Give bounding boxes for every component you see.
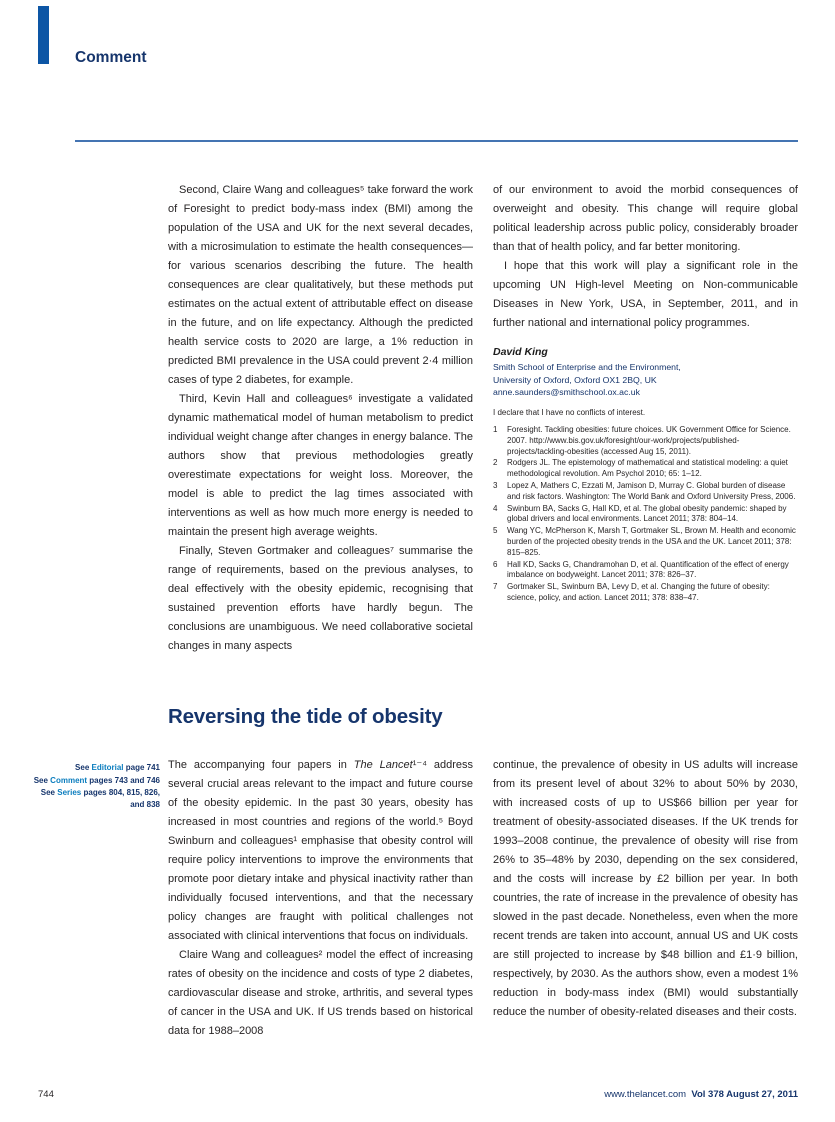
journal-name-italic: The Lancet (353, 759, 413, 771)
journal-site: www.thelancet.com (604, 1089, 687, 1100)
reference-text: Foresight. Tackling obesities: future choices. UK Government Office for Science. 2007. http://www.bis.gov.uk/foresight/our-work/projects/published-projects/tackling-obesities (accessed Aug 15, 2011). (507, 425, 791, 456)
paragraph-text: ¹⁻⁴ address several crucial areas relevant to the impact and future course of the obesity epidemic. In the past 30 years, obesity has increased in most countries and regions of the world.⁵ Boyd Swinburn and colleagues¹ emphasise that obesity control will require policy interventions to improve the environments that promote poor dietary intake and physical inactivity rather than individually focused interventions, and that the necessary policy changes are fraught with political challenges not associated with clinical interventions that focus on individuals. (168, 759, 473, 942)
reference-number: 5 (493, 526, 498, 536)
page-number: 744 (38, 1089, 54, 1100)
reference-item (493, 504, 798, 526)
reference-item (493, 526, 798, 558)
author-name: David King (493, 346, 548, 358)
conflict-declaration: I declare that I have no conflicts of interest. (493, 407, 646, 417)
article1-paragraph-hope: I hope that this work will play a significant role in the upcoming UN High-level Meeting on Non-communicable Diseases in New York, USA, in September, 2011, and in further national and international policy programmes. (493, 260, 798, 329)
margin-note-suffix: pages 804, 815, 826, and 838 (81, 788, 160, 809)
article2-right-column (493, 756, 798, 1041)
reference-text: Swinburn BA, Sacks G, Hall KD, et al. The global obesity pandemic: shaped by global drivers and local environments. Lancet 2011; 378: 804–14. (507, 503, 787, 524)
margin-note-series (30, 787, 160, 810)
reference-item (493, 582, 798, 604)
margin-note-editorial (30, 762, 160, 774)
article1-paragraph-third: Third, Kevin Hall and colleagues⁶ investigate a validated dynamic mathematical model of human metabolism to predict individual weight change after changes in energy balance. The authors show that previous methodologies greatly overestimate expectations for weight loss. Moreover, the model is able to predict the lag times associated with interventions as well as how much more energy is needed to maintain the present high average weights. (168, 393, 473, 538)
reference-item (493, 481, 798, 503)
article2-columns (168, 756, 798, 1041)
journal-footer-info (604, 1089, 798, 1100)
article2-paragraph-continuation: continue, the prevalence of obesity in US adults will increase from its present level of about 32% to about 50% by 2030, with increased costs of up to US$66 billion per year for treatment of obesity-associated diseases. If the UK trends for 1993–2008 continue, the prevalence of obesity will rise from 26% to 35–48% by 2030, depending on the sex considered, and the costs will increase by £2 billion per year. In both countries, the rate of increase in the prevalence of obesity has slowed in the past decade. Nonetheless, even when the more recent trends are taken into account, annual US and UK costs are still projected to increase by $48 billion and £1·9 billion, respectively, by 2030. As the authors show, even a modest 1% reduction in body-mass index (BMI) would substantially reduce the number of obesity-related diseases and their costs. (493, 759, 798, 1018)
margin-note-comment (30, 775, 160, 787)
article2-left-column (168, 756, 473, 1041)
article1-paragraph-finally: Finally, Steven Gortmaker and colleagues⁷ summarise the range of requirements, based on the previous analyses, to deal effectively with the obesity epidemic, recognising that sustained prevention efforts have hardly begun. The conclusions are unambiguous. We need collaborative societal changes in many aspects (168, 545, 473, 652)
lancet-corner-bar (38, 6, 49, 64)
header-divider (75, 140, 798, 142)
page-footer (38, 1089, 798, 1100)
reference-item (493, 560, 798, 582)
article1-paragraph-second: Second, Claire Wang and colleagues⁵ take forward the work of Foresight to predict body-mass index (BMI) among the population of the USA and UK for the next several decades, with a microsimulation to estimate the health consequences—for various scenarios describing the future. The health consequences are clear qualitatively, but these methods put estimates on the actual extent of attributable effect on disease in the future, and on life expectancy. Although the predicted health service costs to 2020 are large, a 1% reduction in predicted BMI prevalence in the USA could prevent 2·4 million cases of type 2 diabetes, for example. (168, 184, 473, 386)
reference-text: Lopez A, Mathers C, Ezzati M, Jamison D, Murray C. Global burden of disease and risk factors. Washington: The World Bank and Oxford University Press, 2006. (507, 480, 796, 501)
margin-cross-references (30, 762, 160, 811)
margin-note-suffix: page 741 (123, 763, 160, 772)
reference-number: 6 (493, 559, 498, 569)
author-email-link[interactable]: anne.saunders@smithschool.ox.ac.uk (493, 387, 640, 397)
editorial-link[interactable]: Editorial (91, 763, 124, 772)
reference-number: 7 (493, 582, 498, 592)
journal-issue: Vol 378 August 27, 2011 (691, 1089, 798, 1100)
article1-left-column (168, 181, 473, 656)
reference-text: Gortmaker SL, Swinburn BA, Levy D, et al. Changing the future of obesity: science, policy, and action. Lancet 2011; 378: 838–47. (507, 582, 770, 602)
reference-text: Rodgers JL. The epistemology of mathematical and statistical modeling: a quiet methodological revolution. Am Psychol 2010; 65: 1–12. (507, 458, 788, 479)
affiliation-line-1: Smith School of Enterprise and the Environment, (493, 362, 681, 372)
article1-columns (168, 181, 798, 656)
article2-paragraph-wang: Claire Wang and colleagues² model the effect of increasing rates of obesity on the incidence and costs of type 2 diabetes, cardiovascular disease and stroke, arthritis, and several types of cancer in the USA and UK. If US trends based on historical data for 1988–2008 (168, 949, 473, 1037)
reference-number: 2 (493, 458, 498, 468)
author-affiliation (493, 361, 798, 399)
margin-note-prefix: See (33, 775, 51, 785)
reference-list (493, 425, 798, 604)
series-link[interactable]: Series (57, 788, 82, 797)
reference-item (493, 458, 798, 480)
reference-number: 1 (493, 425, 498, 434)
reference-text: Wang YC, McPherson K, Marsh T, Gortmaker SL, Brown M. Health and economic burden of the projected obesity trends in the USA and the UK. Lancet 2011; 378: 815–825. (507, 526, 796, 557)
article1-paragraph-continuation: of our environment to avoid the morbid consequences of overweight and obesity. This change will require global political leadership across public policy, considerably broader than that of health policy, and far better monitoring. (493, 184, 798, 253)
reference-number: 3 (493, 480, 498, 490)
margin-note-prefix: See (75, 763, 92, 772)
reference-item (493, 425, 798, 457)
comment-link[interactable]: Comment (50, 775, 88, 785)
article2-title: Reversing the tide of obesity (168, 705, 443, 728)
margin-note-prefix: See (40, 788, 58, 797)
article1-right-column (493, 181, 798, 656)
article2-paragraph-intro (168, 756, 473, 946)
reference-text: Hall KD, Sacks G, Chandramohan D, et al. Quantification of the effect of energy imbalance on bodyweight. Lancet 2011; 378: 826–37. (507, 559, 789, 580)
reference-number: 4 (493, 503, 498, 513)
paragraph-text: The accompanying four papers in (168, 759, 354, 771)
margin-note-suffix: pages 743 and 746 (87, 775, 160, 785)
section-heading: Comment (75, 49, 147, 66)
affiliation-line-2: University of Oxford, Oxford OX1 2BQ, UK (493, 374, 657, 385)
